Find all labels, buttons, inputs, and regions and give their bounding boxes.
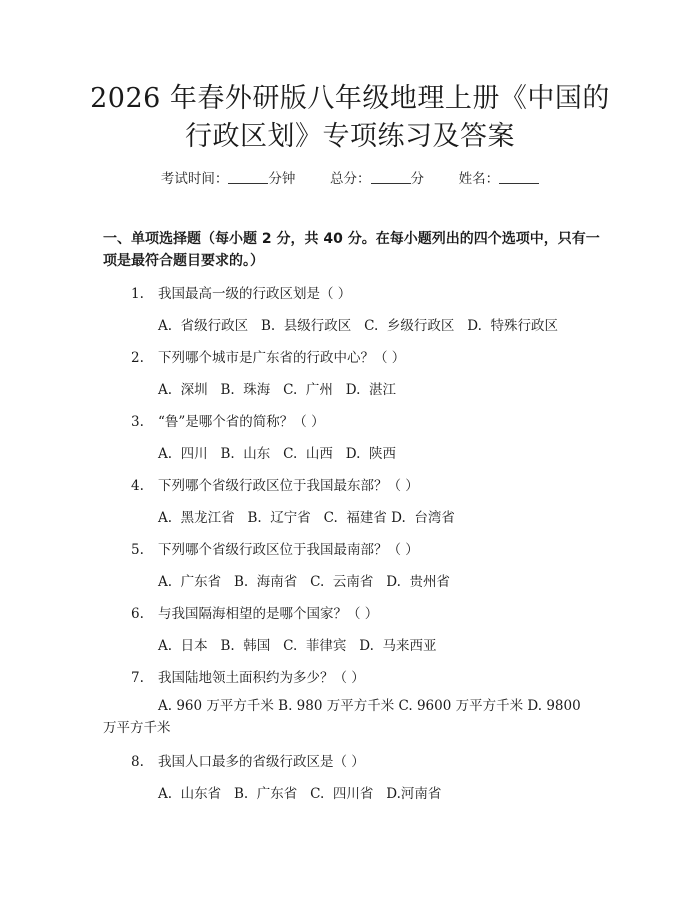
question-2-options: A. 深圳 B. 珠海 C. 广州 D. 湛江 [158,382,396,398]
document-title: 2026 年春外研版八年级地理上册《中国的行政区划》专项练习及答案 [90,83,610,152]
question-7-options-line-1: A. 960 万平方千米 B. 980 万平方千米 C. 9600 万平方千米 D. 9800 [158,698,581,714]
question-4-options: A. 黑龙江省 B. 辽宁省 C. 福建省 D. 台湾省 [158,510,455,526]
question-3-options: A. 四川 B. 山东 C. 山西 D. 陕西 [158,446,396,462]
exam-meta-line [0,167,700,187]
question-6-options: A. 日本 B. 韩国 C. 菲律宾 D. 马来西亚 [158,638,437,654]
name-blank [499,171,539,184]
question-number: 2. [131,350,144,366]
question-2 [131,346,405,366]
question-7 [131,666,365,686]
question-8 [131,750,365,770]
question-8-options: A. 山东省 B. 广东省 C. 四川省 D.河南省 [158,786,442,802]
question-text: 我国最高一级的行政区划是（ ） [158,286,352,302]
question-1 [131,282,351,302]
score-unit: 分 [410,171,424,187]
question-text: 下列哪个省级行政区位于我国最东部？（ ） [158,478,419,494]
question-number: 8. [131,754,144,770]
question-number: 5. [131,542,144,558]
question-text: 下列哪个省级行政区位于我国最南部？（ ） [158,542,419,558]
question-number: 4. [131,478,144,494]
question-text: 我国人口最多的省级行政区是（ ） [158,754,365,770]
question-number: 3. [131,414,144,430]
score-label: 总分： [330,171,371,187]
question-text: 下列哪个城市是广东省的行政中心？（ ） [158,350,406,366]
time-label: 考试时间： [160,171,229,187]
question-text: 我国陆地领土面积约为多少？（ ） [158,670,365,686]
question-3 [131,410,325,430]
time-unit: 分钟 [268,171,296,187]
question-number: 6. [131,606,144,622]
question-6 [131,602,378,622]
time-blank [228,171,268,184]
name-label: 姓名： [458,171,500,187]
question-number: 1. [131,286,144,302]
question-5 [131,538,419,558]
question-7-options-line-2: 万平方千米 [103,720,171,736]
question-text: 与我国隔海相望的是哪个国家？（ ） [158,606,379,622]
question-5-options: A. 广东省 B. 海南省 C. 云南省 D. 贵州省 [158,574,450,590]
question-4 [131,474,419,494]
question-number: 7. [131,670,144,686]
question-1-options: A. 省级行政区 B. 县级行政区 C. 乡级行政区 D. 特殊行政区 [158,318,558,334]
question-text: “鲁”是哪个省的简称？（ ） [158,414,325,430]
section-heading: 一、单项选择题（每小题 2 分，共 40 分。在每小题列出的四个选项中，只有一项是最符合题目要求的。） [103,231,600,269]
score-blank [371,171,411,184]
question-7-options [103,695,598,739]
